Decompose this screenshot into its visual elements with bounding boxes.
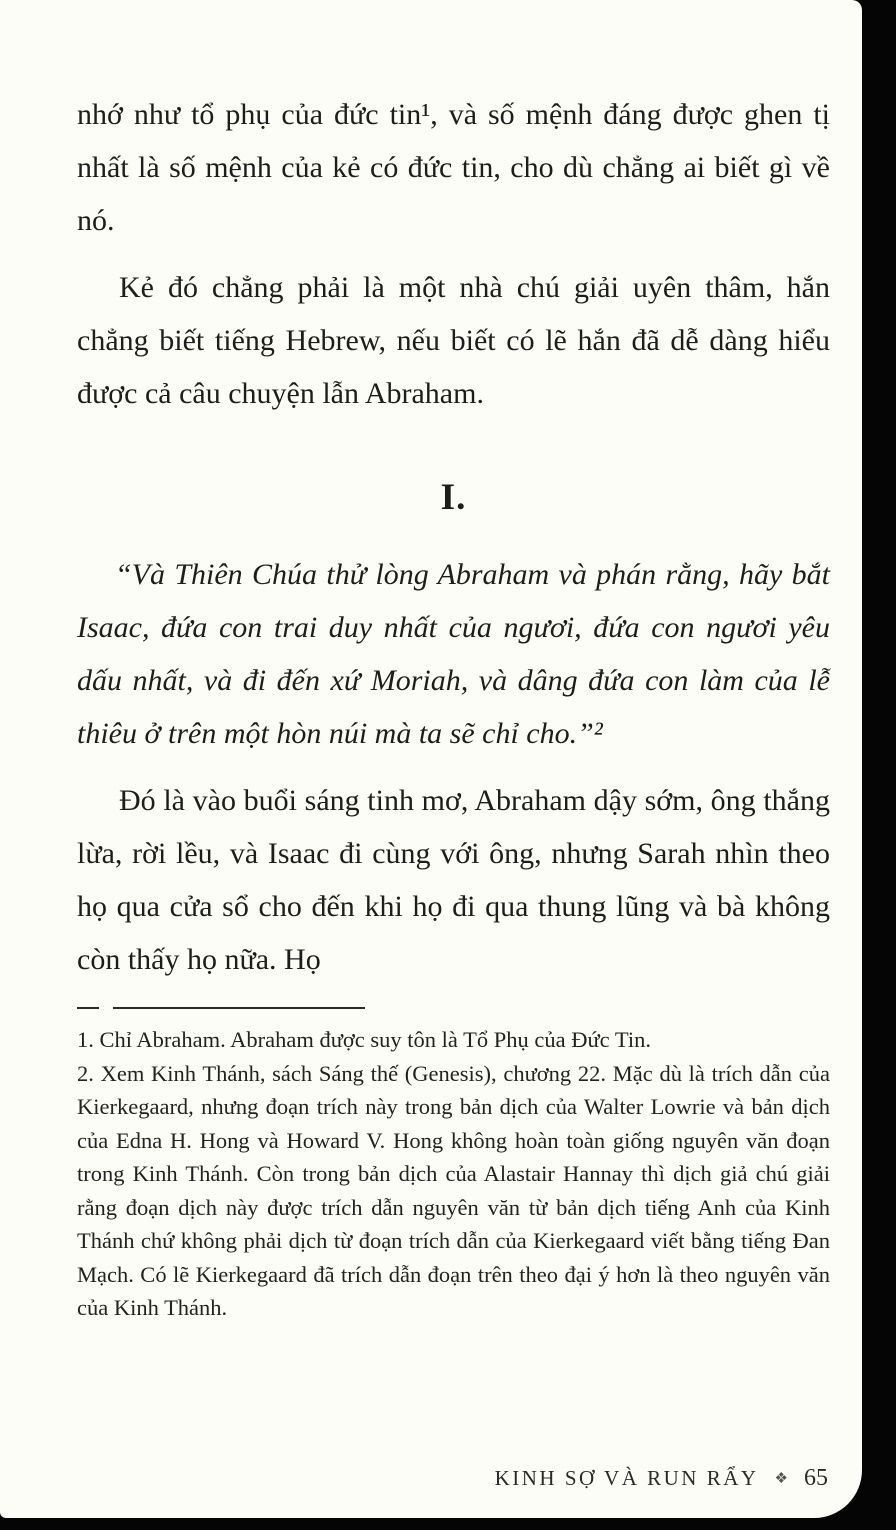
page-number: 65 <box>804 1465 828 1491</box>
section-heading: I. <box>440 477 467 518</box>
paragraph: Kẻ đó chẳng phải là một nhà chú giải uyên thâm, hắn chẳng biết tiếng Hebrew, nếu biết có lẽ hắn đã dễ dàng hiểu được cả câu chuyện lẫn Abraham. <box>77 271 830 410</box>
footnote-separator <box>77 1006 830 1009</box>
block-quote: “Và Thiên Chúa thử lòng Abraham và phán rằng, hãy bắt Isaac, đứa con trai duy nhất của ngươi, đứa con ngươi yêu dấu nhất, và đi đến xứ Moriah, và dâng đứa con làm của lễ thiêu ở trên một hòn núi mà ta sẽ chỉ cho.”² <box>77 558 830 750</box>
footnote-2: 2. Xem Kinh Thánh, sách Sáng thế (Genesis), chương 22. Mặc dù là trích dẫn của Kierkegaard, nhưng đoạn trích này trong bản dịch của Walter Lowrie và bản dịch của Edna H. Hong và Howard V. Hong không hoàn toàn giống nguyên văn đoạn trong Kinh Thánh. Còn trong bản dịch của Alastair Hannay thì dịch giả chú giải rằng đoạn dịch này được trích dẫn nguyên văn từ bản dịch tiếng Anh của Kinh Thánh chứ không phải dịch từ đoạn trích dẫn của Kierkegaard viết bằng tiếng Đan Mạch. Có lẽ Kierkegaard đã trích dẫn đoạn trên theo đại ý hơn là theo nguyên văn của Kinh Thánh. <box>77 1060 830 1320</box>
running-title: KINH SỢ VÀ RUN RẨY <box>494 1466 759 1490</box>
footnotes-section <box>77 1023 830 1325</box>
footnote-1: 1. Chỉ Abraham. Abraham được suy tôn là Tổ Phụ của Đức Tin. <box>77 1027 651 1052</box>
diamond-ornament-icon: ❖ <box>774 1471 788 1487</box>
body-text <box>77 88 830 986</box>
paragraph-continuation: nhớ như tổ phụ của đức tin¹, và số mệnh đáng được ghen tị nhất là số mệnh của kẻ có đức tin, cho dù chẳng ai biết gì về nó. <box>77 98 830 237</box>
paragraph: Đó là vào buổi sáng tinh mơ, Abraham dậy sớm, ông thắng lừa, rời lều, và Isaac đi cùng với ông, nhưng Sarah nhìn theo họ qua cửa sổ cho đến khi họ đi qua thung lũng và bà không còn thấy họ nữa. Họ <box>77 784 830 976</box>
page-footer <box>495 1465 828 1492</box>
separator-line <box>113 1007 365 1009</box>
separator-dash <box>77 1007 99 1009</box>
